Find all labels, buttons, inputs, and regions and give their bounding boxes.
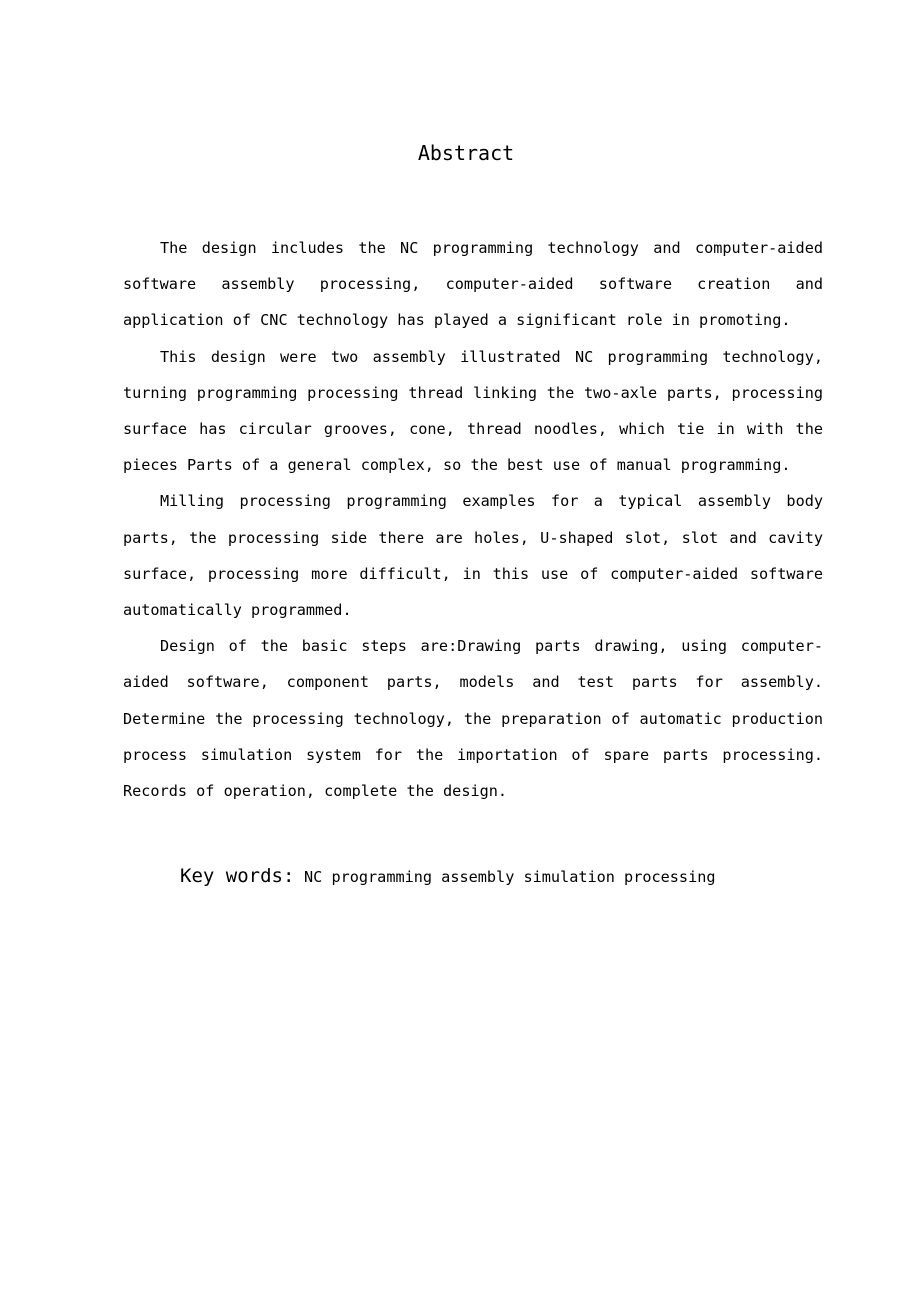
abstract-body xyxy=(123,230,823,809)
abstract-paragraph-1: The design includes the NC programming technology and computer-aided software assembly processing, computer-aided software creation and application of CNC technology has played a significant role in promoting. xyxy=(123,239,823,330)
keywords-values: NC programming assembly simulation processing xyxy=(304,868,716,886)
keywords-line xyxy=(180,861,820,892)
abstract-paragraph-2: This design were two assembly illustrated NC programming technology, turning programming processing thread linking the two-axle parts, processing surface has circular grooves, cone, thread noodles, which tie in with the pieces Parts of a general complex, so the best use of manual programming. xyxy=(123,347,823,475)
abstract-paragraph-4: Design of the basic steps are:Drawing parts drawing, using computer-aided software, component parts, models and test parts for assembly. Determine the processing technology, the preparation of automatic production process simulation system for the importation of spare parts processing. Records of operation, complete the design. xyxy=(123,637,823,801)
keywords-label: Key words: xyxy=(180,865,295,887)
page-title: Abstract xyxy=(417,141,515,165)
abstract-paragraph-3: Milling processing programming examples for a typical assembly body parts, the processing side there are holes, U-shaped slot, slot and cavity surface, processing more difficult, in this use of computer-aided software automatically programmed. xyxy=(123,492,823,620)
